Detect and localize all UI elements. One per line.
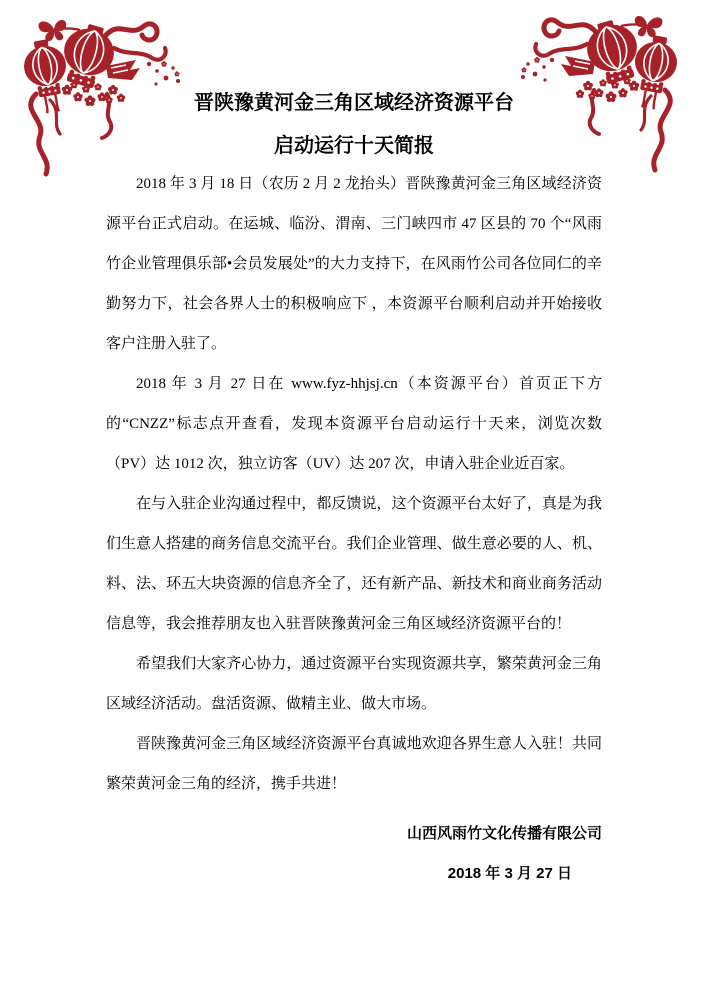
document-body [106, 164, 602, 804]
paragraph-cnzz-stats: 2018 年 3 月 27 日在 www.fyz-hhjsj.cn（本资源平台）首页正下方的“CNZZ”标志点开查看，发现本资源平台启动运行十天来，浏览次数（PV）达 1012 次，独立访客（UV）达 207 次，申请入驻企业近百家。 [106, 376, 602, 472]
document-title-line1: 晋陕豫黄河金三角区域经济资源平台 [194, 92, 514, 114]
paragraph-launch-intro: 2018 年 3 月 18 日（农历 2 月 2 龙抬头）晋陕豫黄河金三角区域经济资源平台正式启动。在运城、临汾、渭南、三门峡四市 47 区县的 70 个“风雨竹企业管理俱乐部•会员发展处”的大力支持下，在风雨竹公司各位同仁的辛勤努力下，社会各界人士的积极响应下 ，本资源平台顺利启动并开始接收客户注册入驻了。 [106, 176, 602, 352]
document-content [106, 88, 602, 894]
signature-company: 山西风雨竹文化传播有限公司 [406, 825, 602, 842]
signature-date: 2018 年 3 月 27 日 [447, 865, 572, 882]
paragraph-hope: 希望我们大家齐心协力，通过资源平台实现资源共享，繁荣黄河金三角区域经济活动。盘活资源、做精主业、做大市场。 [106, 656, 602, 712]
paragraph-feedback: 在与入驻企业沟通过程中，都反馈说，这个资源平台太好了，真是为我们生意人搭建的商务信息交流平台。我们企业管理、做生意必要的人、机、料、法、环五大块资源的信息齐全了，还有新产品、新技术和商业商务活动信息等，我会推荐朋友也入驻晋陕豫黄河金三角区域经济资源平台的！ [106, 496, 602, 632]
document-title-line2: 启动运行十天简报 [274, 135, 434, 157]
paragraph-welcome: 晋陕豫黄河金三角区域经济资源平台真诚地欢迎各界生意人入驻！共同繁荣黄河金三角的经济，携手共进！ [106, 736, 602, 792]
